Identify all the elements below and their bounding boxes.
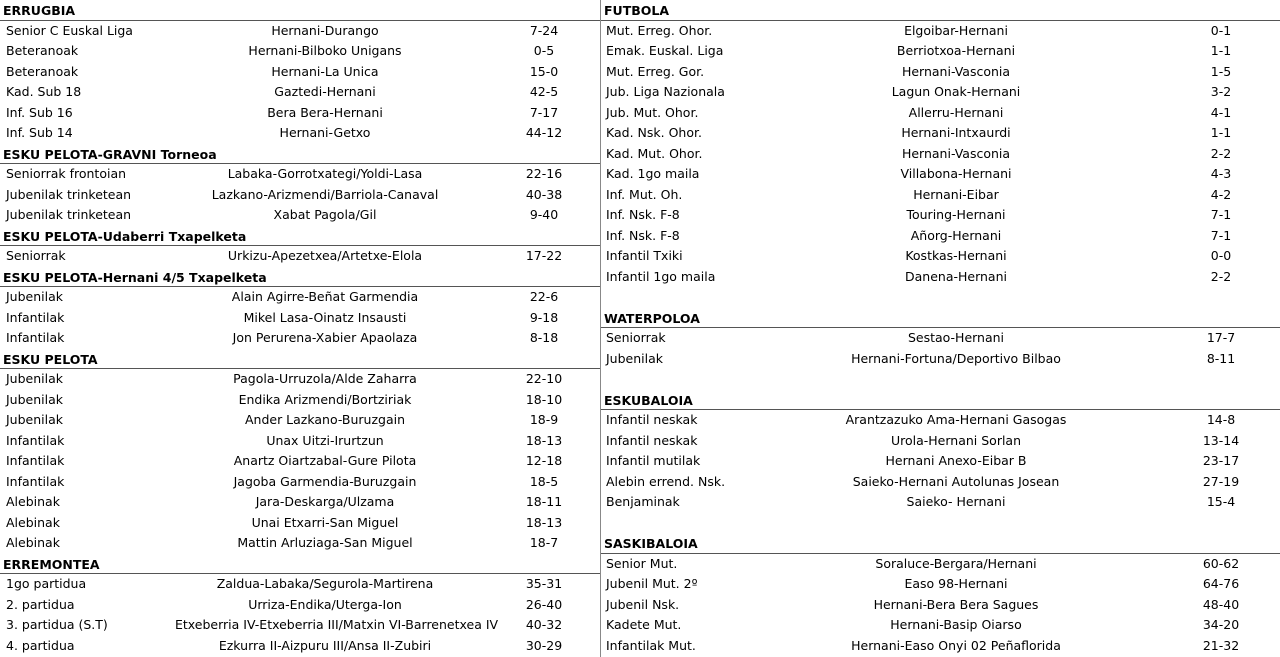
score-cell: 2-2 — [1210, 145, 1232, 161]
category-cell: Kad. Sub 18 — [6, 84, 82, 99]
category-cell: Alebin errend. Nsk. — [606, 473, 726, 489]
category-cell: Benjaminak — [606, 494, 680, 509]
match-cell: Hernani-Intxaurdi — [901, 125, 1011, 140]
match-cell: Soraluce-Bergara/Hernani — [875, 555, 1037, 571]
right-results-column — [601, 0, 1280, 656]
category-cell: 3. partidua (S.T) — [6, 617, 108, 632]
result-row — [601, 185, 1280, 206]
category-cell: Mut. Erreg. Gor. — [606, 63, 705, 79]
category-cell: Inf. Sub 16 — [6, 104, 73, 120]
section-eskubaloia — [601, 390, 1280, 534]
category-cell: Senior Mut. — [606, 555, 678, 571]
match-cell: Añorg-Hernani — [910, 227, 1002, 243]
score-cell: 18-7 — [529, 535, 559, 550]
score-cell: 8-11 — [1206, 350, 1236, 366]
score-cell: 18-9 — [529, 412, 559, 427]
result-row — [0, 103, 600, 124]
section-errugbia — [0, 0, 600, 144]
left-results-column — [0, 0, 600, 656]
section-erremontea — [0, 554, 600, 657]
match-cell: Unax Uitzi-Irurtzun — [266, 432, 384, 448]
section-esku-pelota-udaberri-txapelketa — [0, 226, 600, 267]
section-esku-pelota — [0, 349, 600, 554]
score-cell: 18-11 — [525, 494, 563, 509]
result-row — [601, 41, 1280, 62]
result-row — [601, 82, 1280, 103]
category-cell: Infantilak — [6, 473, 65, 489]
match-cell: Gaztedi-Hernani — [274, 84, 376, 99]
match-cell: Hernani-Vasconia — [901, 63, 1011, 79]
category-cell: Inf. Nsk. F-8 — [606, 227, 680, 243]
result-row — [601, 574, 1280, 595]
match-cell: Arantzazuko Ama-Hernani Gasogas — [845, 412, 1067, 427]
result-row — [601, 328, 1280, 349]
section-title: ESKU PELOTA-GRAVNI Torneoa — [0, 144, 600, 165]
match-cell: Lazkano-Arizmendi/Barriola-Canaval — [211, 186, 439, 202]
category-cell: Kad. Nsk. Ohor. — [606, 125, 702, 140]
match-cell: Jagoba Garmendia-Buruzgain — [233, 473, 417, 489]
match-cell: Kostkas-Hernani — [905, 248, 1007, 263]
score-cell: 7-1 — [1210, 207, 1232, 222]
match-cell: Bera Bera-Hernani — [267, 104, 383, 120]
score-cell: 30-29 — [525, 637, 563, 653]
result-row — [0, 513, 600, 534]
match-cell: Danena-Hernani — [905, 268, 1007, 284]
category-cell: Infantil mutilak — [606, 453, 701, 468]
score-cell: 23-17 — [1202, 453, 1240, 468]
match-cell: Jon Perurena-Xabier Apaolaza — [232, 330, 418, 345]
match-cell: Ezkurra II-Aizpuru III/Ansa II-Zubiri — [218, 637, 432, 653]
match-cell: Saieko-Hernani Autolunas Josean — [852, 473, 1060, 489]
category-cell: Infantilak Mut. — [606, 637, 696, 653]
match-cell: Hernani-Bilboko Unigans — [248, 43, 402, 58]
category-cell: Infantilak — [6, 309, 65, 325]
category-cell: Jubenilak trinketean — [6, 207, 132, 222]
result-row — [0, 533, 600, 554]
result-row — [0, 492, 600, 513]
score-cell: 26-40 — [525, 596, 563, 612]
match-cell: Hernani-La Unica — [271, 63, 379, 79]
result-row — [601, 451, 1280, 472]
result-row — [0, 164, 600, 185]
category-cell: Inf. Sub 14 — [6, 125, 73, 140]
result-row — [0, 410, 600, 431]
score-cell: 4-1 — [1210, 104, 1232, 120]
score-cell: 17-22 — [525, 248, 563, 263]
category-cell: 2. partidua — [6, 596, 75, 612]
score-cell: 21-32 — [1202, 637, 1240, 653]
match-cell: Hernani-Durango — [271, 22, 379, 38]
result-row — [0, 185, 600, 206]
score-cell: 12-18 — [525, 453, 563, 468]
result-row — [0, 328, 600, 349]
category-cell: Alebinak — [6, 514, 60, 530]
match-cell: Etxeberria IV-Etxeberria III/Matxin VI-Barrenetxea IV — [175, 617, 499, 632]
result-row — [601, 595, 1280, 616]
score-cell: 22-6 — [529, 289, 559, 304]
result-row — [601, 554, 1280, 575]
score-cell: 9-40 — [529, 207, 559, 222]
match-cell: Mattin Arluziaga-San Miguel — [237, 535, 413, 550]
category-cell: Jubenilak — [6, 391, 64, 407]
result-row — [601, 164, 1280, 185]
section-title: ERRUGBIA — [0, 0, 600, 21]
score-cell: 64-76 — [1202, 576, 1240, 591]
result-row — [601, 349, 1280, 370]
match-cell: Hernani Anexo-Eibar B — [885, 453, 1027, 468]
result-row — [601, 267, 1280, 288]
score-cell: 0-5 — [533, 43, 555, 58]
match-cell: Anartz Oiartzabal-Gure Pilota — [233, 453, 417, 468]
score-cell: 18-10 — [525, 391, 563, 407]
category-cell: Jubenilak — [6, 289, 64, 304]
result-row — [601, 246, 1280, 267]
score-cell: 22-16 — [525, 166, 563, 181]
score-cell: 1-1 — [1210, 43, 1232, 58]
match-cell: Hernani-Vasconia — [901, 145, 1011, 161]
score-cell: 42-5 — [529, 84, 559, 99]
match-cell: Hernani-Basip Oiarso — [890, 617, 1022, 632]
category-cell: Mut. Erreg. Ohor. — [606, 22, 713, 38]
category-cell: Inf. Nsk. F-8 — [606, 207, 680, 222]
match-cell: Labaka-Gorrotxategi/Yoldi-Lasa — [227, 166, 423, 181]
category-cell: Jubenilak trinketean — [6, 186, 132, 202]
result-row — [0, 431, 600, 452]
result-row — [0, 82, 600, 103]
match-cell: Zaldua-Labaka/Segurola-Martirena — [216, 576, 434, 591]
result-row — [601, 62, 1280, 83]
result-row — [0, 574, 600, 595]
score-cell: 44-12 — [525, 125, 563, 140]
category-cell: Jub. Liga Nazionala — [606, 84, 725, 99]
result-row — [601, 205, 1280, 226]
category-cell: Jubenilak — [606, 350, 664, 366]
match-cell: Saieko- Hernani — [906, 494, 1006, 509]
match-cell: Lagun Onak-Hernani — [891, 84, 1021, 99]
score-cell: 60-62 — [1202, 555, 1240, 571]
match-cell: Hernani-Eibar — [913, 186, 999, 202]
score-cell: 22-10 — [525, 371, 563, 386]
category-cell: Infantil neskak — [606, 432, 698, 448]
category-cell: 4. partidua — [6, 637, 75, 653]
match-cell: Endika Arizmendi/Bortziriak — [238, 391, 412, 407]
score-cell: 8-18 — [529, 330, 559, 345]
category-cell: Infantilak — [6, 453, 65, 468]
result-row — [601, 472, 1280, 493]
score-cell: 40-32 — [525, 617, 563, 632]
score-cell: 9-18 — [529, 309, 559, 325]
section-spacer — [601, 287, 1280, 308]
section-title: ESKU PELOTA-Hernani 4/5 Txapelketa — [0, 267, 600, 288]
score-cell: 14-8 — [1206, 412, 1236, 427]
category-cell: Emak. Euskal. Liga — [606, 43, 724, 58]
section-title: ERREMONTEA — [0, 554, 600, 575]
match-cell: Xabat Pagola/Gil — [273, 207, 377, 222]
score-cell: 0-0 — [1210, 248, 1232, 263]
match-cell: Pagola-Urruzola/Alde Zaharra — [233, 371, 417, 386]
score-cell: 40-38 — [525, 186, 563, 202]
match-cell: Hernani-Fortuna/Deportivo Bilbao — [851, 350, 1061, 366]
match-cell: Easo 98-Hernani — [904, 576, 1008, 591]
category-cell: Infantilak — [6, 432, 65, 448]
result-row — [0, 123, 600, 144]
result-row — [0, 595, 600, 616]
score-cell: 35-31 — [525, 576, 563, 591]
score-cell: 48-40 — [1202, 596, 1240, 612]
match-cell: Berriotxoa-Hernani — [896, 43, 1016, 58]
match-cell: Hernani-Getxo — [279, 125, 371, 140]
match-cell: Jara-Deskarga/Ulzama — [255, 494, 395, 509]
result-row — [0, 62, 600, 83]
score-cell: 17-7 — [1206, 330, 1236, 345]
result-row — [0, 287, 600, 308]
score-cell: 4-2 — [1210, 186, 1232, 202]
category-cell: Infantilak — [6, 330, 65, 345]
result-row — [601, 123, 1280, 144]
result-row — [601, 21, 1280, 42]
result-row — [0, 308, 600, 329]
section-title: FUTBOLA — [601, 0, 1280, 21]
section-spacer — [601, 369, 1280, 390]
category-cell: Jubenil Mut. 2º — [606, 576, 698, 591]
score-cell: 7-1 — [1210, 227, 1232, 243]
match-cell: Urriza-Endika/Uterga-Ion — [248, 596, 402, 612]
match-cell: Mikel Lasa-Oinatz Insausti — [243, 309, 407, 325]
section-waterpoloa — [601, 308, 1280, 390]
section-saskibaloia — [601, 533, 1280, 656]
score-cell: 2-2 — [1210, 268, 1232, 284]
category-cell: Kad. Mut. Ohor. — [606, 145, 703, 161]
section-title: ESKU PELOTA — [0, 349, 600, 370]
result-row — [601, 615, 1280, 636]
category-cell: Seniorrak — [606, 330, 666, 345]
section-title: SASKIBALOIA — [601, 533, 1280, 554]
score-cell: 1-5 — [1210, 63, 1232, 79]
category-cell: Kadete Mut. — [606, 617, 682, 632]
result-row — [0, 205, 600, 226]
result-row — [601, 103, 1280, 124]
category-cell: Senior C Euskal Liga — [6, 22, 133, 38]
match-cell: Villabona-Hernani — [900, 166, 1012, 181]
category-cell: Beteranoak — [6, 43, 79, 58]
score-cell: 7-24 — [529, 22, 559, 38]
result-row — [0, 390, 600, 411]
category-cell: Inf. Mut. Oh. — [606, 186, 683, 202]
score-cell: 13-14 — [1202, 432, 1240, 448]
result-row — [0, 451, 600, 472]
match-cell: Hernani-Bera Bera Sagues — [873, 596, 1039, 612]
category-cell: Kad. 1go maila — [606, 166, 700, 181]
match-cell: Touring-Hernani — [906, 207, 1006, 222]
score-cell: 1-1 — [1210, 125, 1232, 140]
result-row — [0, 636, 600, 657]
category-cell: Jub. Mut. Ohor. — [606, 104, 699, 120]
score-cell: 4-3 — [1210, 166, 1232, 181]
category-cell: Alebinak — [6, 494, 60, 509]
category-cell: Seniorrak frontoian — [6, 166, 127, 181]
score-cell: 3-2 — [1210, 84, 1232, 99]
result-row — [0, 369, 600, 390]
section-title: WATERPOLOA — [601, 308, 1280, 329]
score-cell: 18-13 — [525, 514, 563, 530]
category-cell: 1go partidua — [6, 576, 87, 591]
score-cell: 18-13 — [525, 432, 563, 448]
section-spacer — [601, 513, 1280, 534]
match-cell: Allerru-Hernani — [908, 104, 1004, 120]
result-row — [0, 472, 600, 493]
section-esku-pelota-gravni-torneoa — [0, 144, 600, 226]
result-row — [601, 410, 1280, 431]
result-row — [601, 636, 1280, 657]
match-cell: Elgoibar-Hernani — [904, 22, 1008, 38]
match-cell: Sestao-Hernani — [907, 330, 1005, 345]
section-title: ESKUBALOIA — [601, 390, 1280, 411]
category-cell: Infantil neskak — [606, 412, 698, 427]
section-futbola — [601, 0, 1280, 308]
category-cell: Jubenil Nsk. — [606, 596, 680, 612]
match-cell: Hernani-Easo Onyi 02 Peñaflorida — [851, 637, 1061, 653]
category-cell: Beteranoak — [6, 63, 79, 79]
section-title: ESKU PELOTA-Udaberri Txapelketa — [0, 226, 600, 247]
result-row — [601, 144, 1280, 165]
category-cell: Infantil Txiki — [606, 248, 683, 263]
match-cell: Urkizu-Apezetxea/Artetxe-Elola — [227, 248, 423, 263]
score-cell: 0-1 — [1210, 22, 1232, 38]
score-cell: 18-5 — [529, 473, 559, 489]
result-row — [0, 41, 600, 62]
result-row — [0, 615, 600, 636]
score-cell: 15-0 — [529, 63, 559, 79]
match-cell: Urola-Hernani Sorlan — [890, 432, 1022, 448]
category-cell: Seniorrak — [6, 248, 66, 263]
score-cell: 34-20 — [1202, 617, 1240, 632]
result-row — [0, 246, 600, 267]
category-cell: Infantil 1go maila — [606, 268, 716, 284]
score-cell: 27-19 — [1202, 473, 1240, 489]
section-esku-pelota-hernani-4-5-txapelketa — [0, 267, 600, 349]
category-cell: Jubenilak — [6, 412, 64, 427]
score-cell: 15-4 — [1206, 494, 1236, 509]
result-row — [601, 431, 1280, 452]
result-row — [601, 226, 1280, 247]
match-cell: Unai Etxarri-San Miguel — [251, 514, 399, 530]
match-cell: Ander Lazkano-Buruzgain — [244, 412, 406, 427]
result-row — [601, 492, 1280, 513]
match-cell: Alain Agirre-Beñat Garmendia — [231, 289, 419, 304]
result-row — [0, 21, 600, 42]
category-cell: Jubenilak — [6, 371, 64, 386]
score-cell: 7-17 — [529, 104, 559, 120]
category-cell: Alebinak — [6, 535, 60, 550]
